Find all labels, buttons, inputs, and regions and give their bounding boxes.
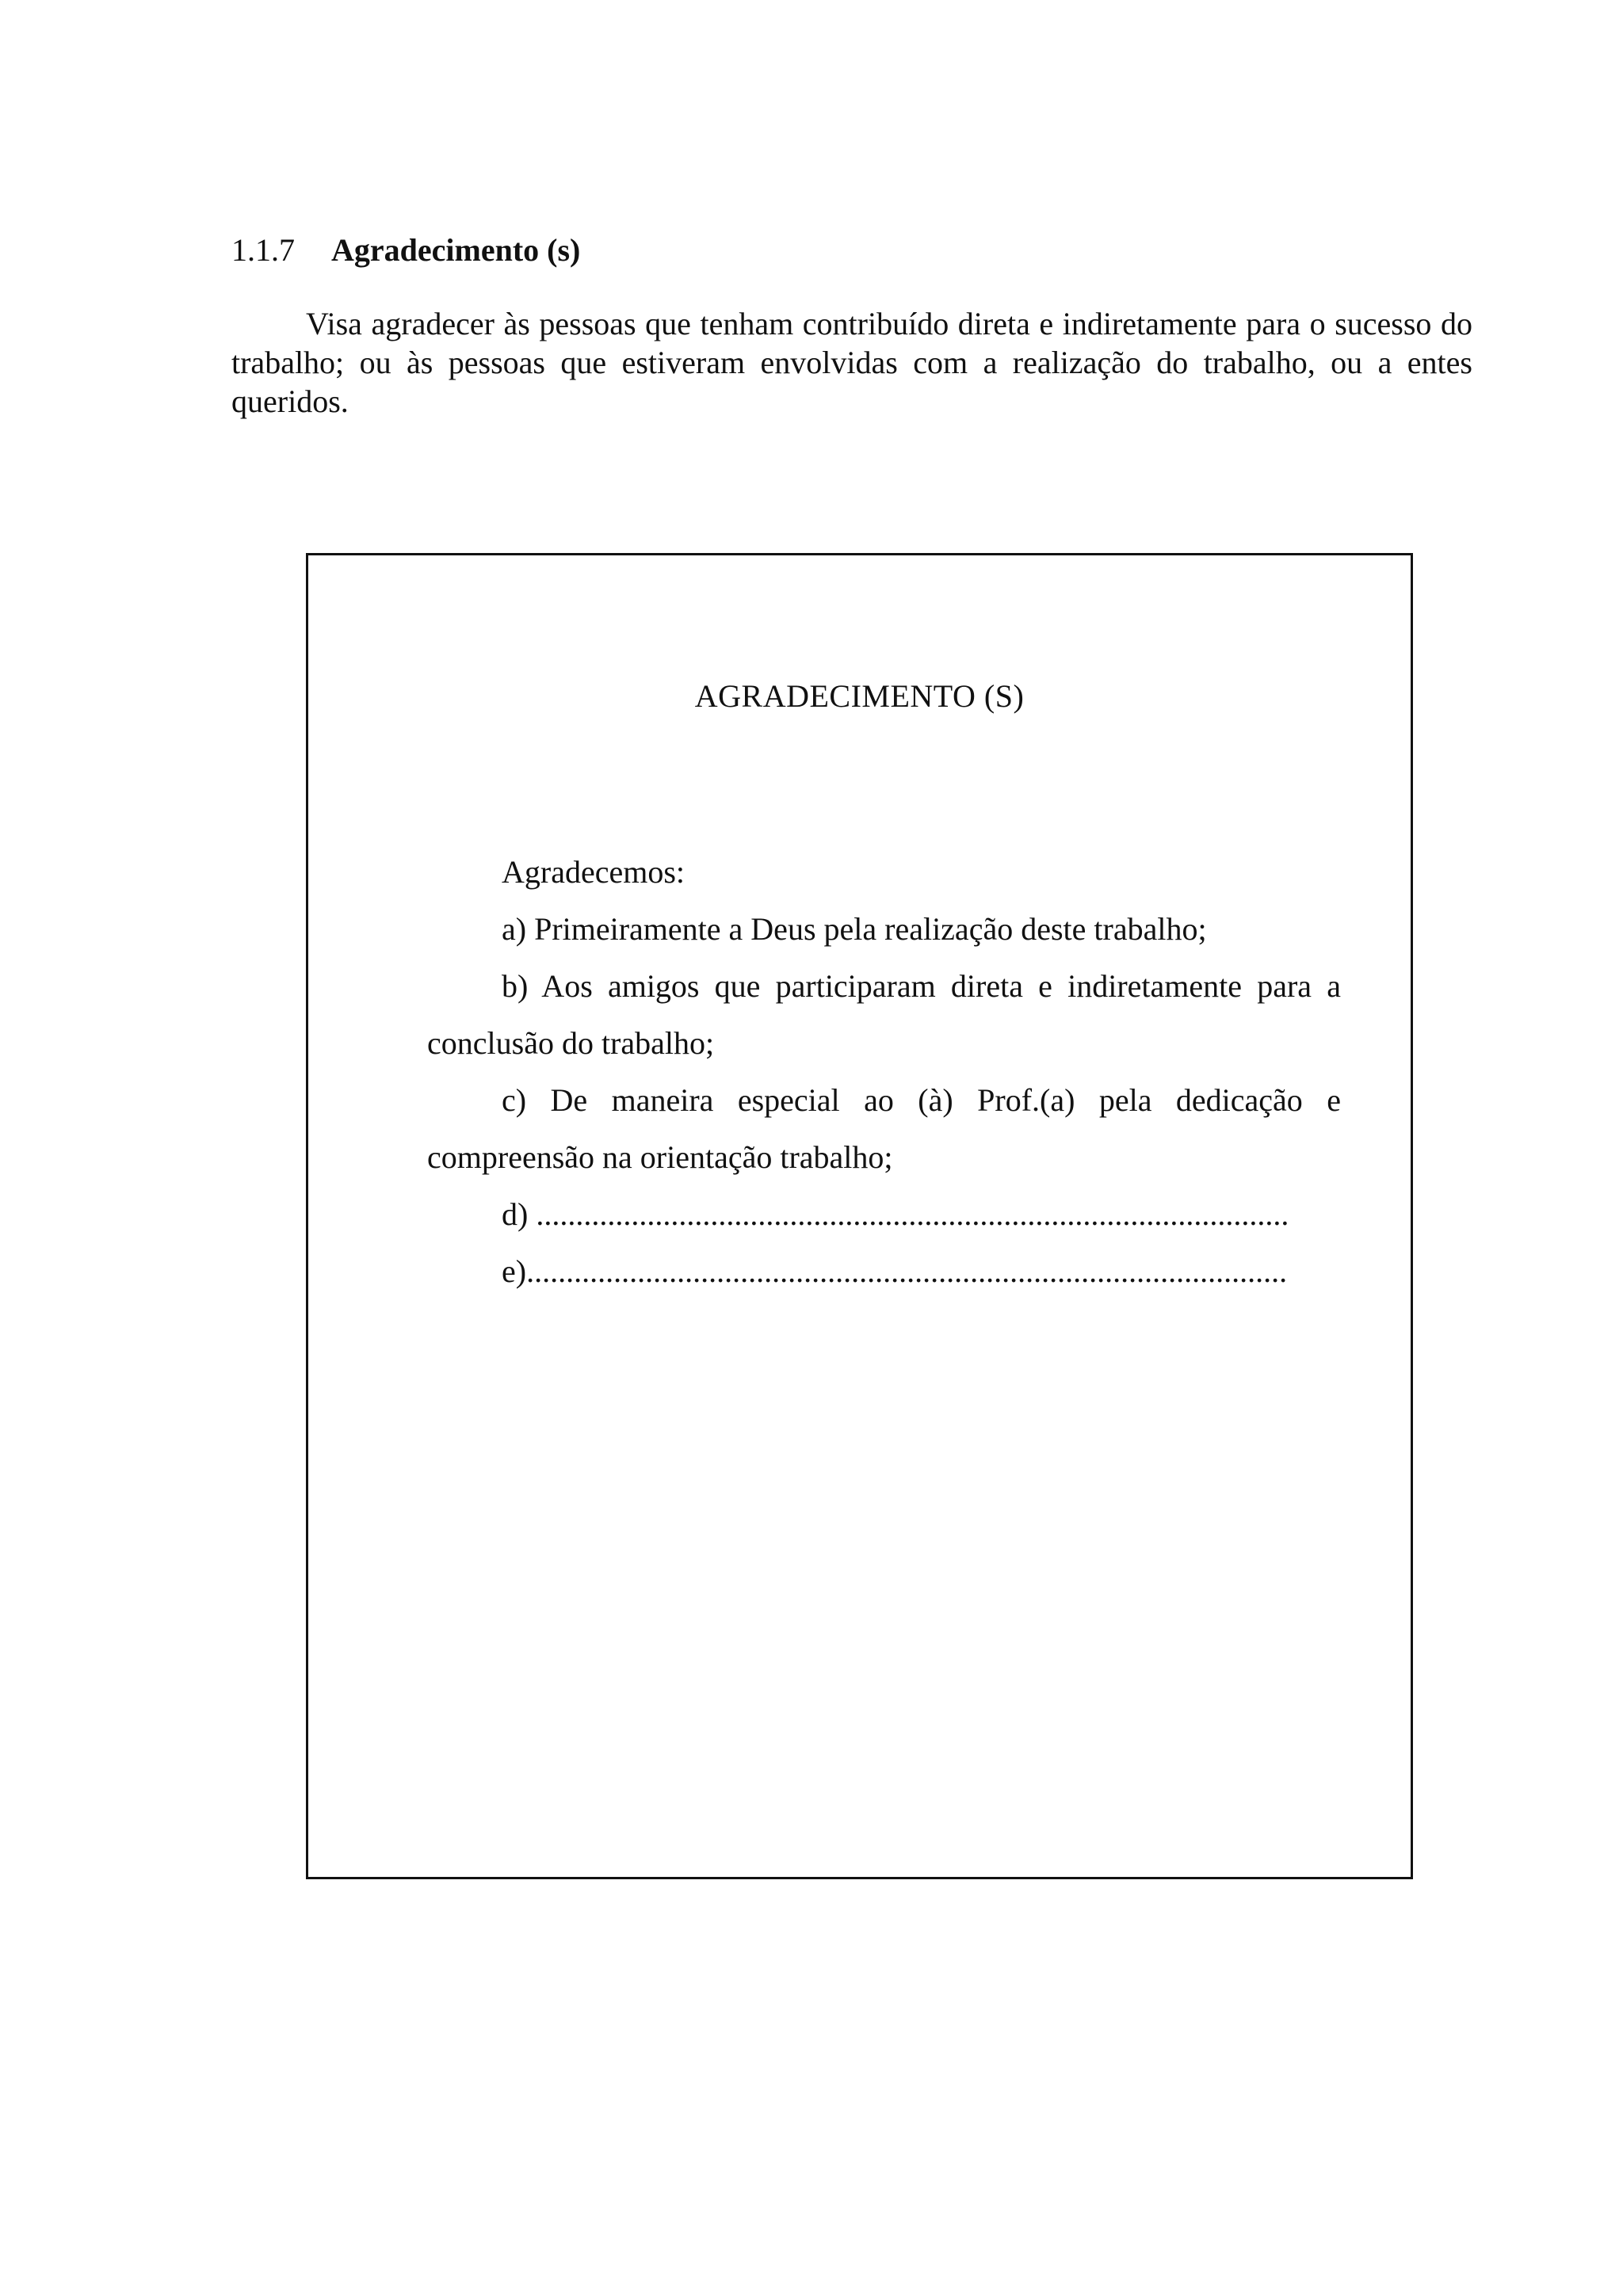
example-item-b: b) Aos amigos que participaram direta e indiretamente para a conclusão do trabalho; — [427, 968, 1341, 1061]
section-number: 1.1.7 — [231, 232, 295, 268]
example-heading: AGRADECIMENTO (S) — [694, 678, 1025, 714]
example-item-c: c) De maneira especial ao (à) Prof.(a) pela dedicação e compreensão na orientação trabalho; — [427, 1082, 1341, 1175]
example-item-a: a) Primeiramente a Deus pela realização deste trabalho; — [502, 911, 1207, 947]
example-item-e: e)................................................................................................ — [502, 1253, 1288, 1289]
acknowledgment-example-box — [306, 553, 1413, 1879]
example-body — [427, 844, 1341, 1300]
example-item-d: d) ............................................................................................... — [502, 1196, 1289, 1232]
intro-paragraph: Visa agradecer às pessoas que tenham contribuído direta e indiretamente para o sucesso do trabalho; ou às pessoas que estiveram envolvidas com a realização do trabalho, ou a entes queridos. — [231, 306, 1472, 419]
section-title: Agradecimento (s) — [331, 232, 581, 268]
example-opening: Agradecemos: — [502, 854, 685, 890]
section-heading — [231, 228, 580, 273]
